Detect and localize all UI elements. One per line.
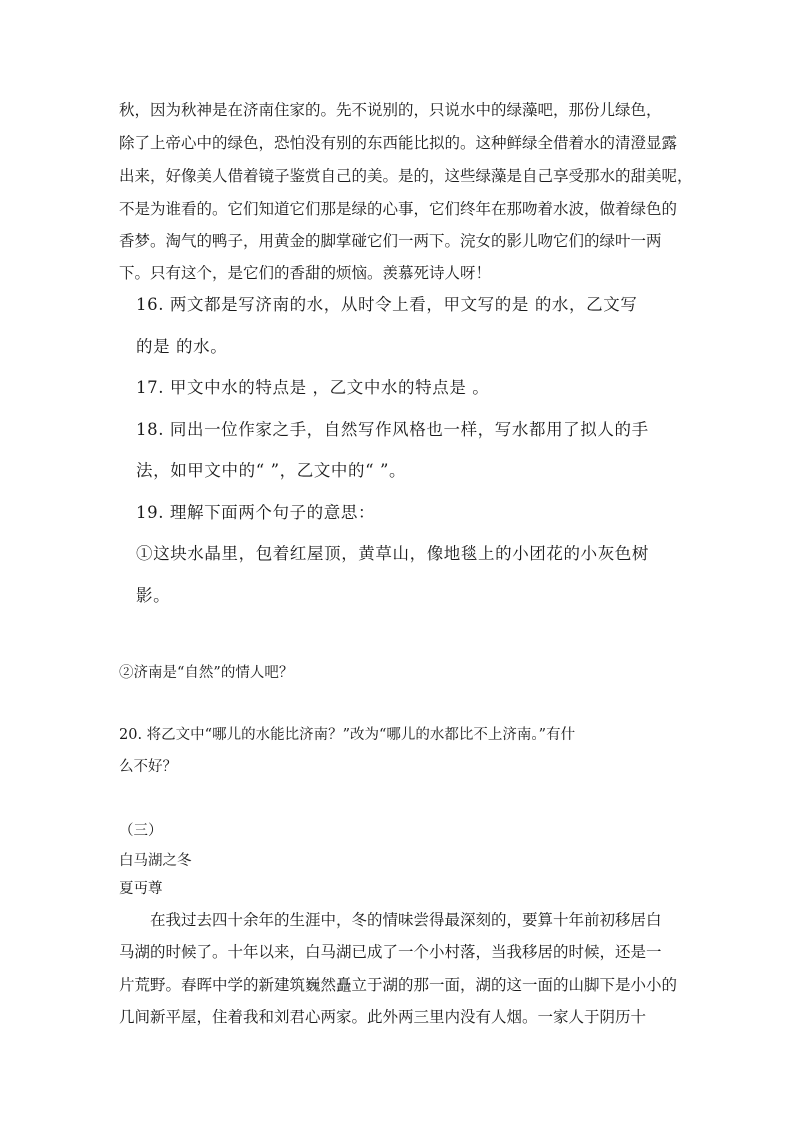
article-title: 白马湖之冬: [119, 853, 192, 869]
question-16-continued: 的是 的水。: [136, 337, 228, 356]
article-author: 夏丏尊: [119, 881, 163, 897]
question-20-continued: 么不好？: [119, 759, 177, 775]
passage-line: 除了上帝心中的绿色，恐怕没有别的东西能比拟的。这种鲜绿全借着水的清澄显露: [119, 134, 678, 152]
passage-line: 香梦。淘气的鸭子，用黄金的脚掌碰它们一两下。浣女的影儿吻它们的绿叶一两: [119, 232, 662, 250]
question-20: 20. 将乙文中“哪儿的水能比济南？”改为“哪儿的水都比不上济南。”有什: [119, 727, 576, 743]
question-17: 17. 甲文中水的特点是 ，乙文中水的特点是 。: [136, 378, 490, 397]
article-body-line: 几间新平屋，住着我和刘君心两家。此外两三里内没有人烟。一家人于阴历十: [119, 1008, 647, 1026]
question-18: 18. 同出一位作家之手，自然写作风格也一样，写水都用了拟人的手: [136, 420, 649, 439]
question-19-sentence-2: ②济南是“自然”的情人吧？: [119, 665, 294, 681]
question-19: 19. 理解下面两个句子的意思：: [136, 503, 376, 522]
question-19-sentence-1: ①这块水晶里，包着红屋顶，黄草山，像地毯上的小团花的小灰色树: [136, 544, 649, 563]
article-body-line: 在我过去四十余年的生涯中，冬的情味尝得最深刻的，要算十年前初移居白: [150, 911, 662, 929]
article-body-line: 马湖的时候了。十年以来，白马湖已成了一个小村落，当我移居的时候，还是一: [119, 943, 662, 961]
passage-line: 下。只有这个，是它们的香甜的烦恼。羡慕死诗人呀！: [119, 264, 492, 282]
question-18-continued: 法，如甲文中的“ ”，乙文中的“ ”。: [136, 461, 407, 480]
question-16: 16. 两文都是写济南的水，从时令上看，甲文写的是 的水，乙文写: [136, 295, 638, 314]
passage-line: 出来，好像美人借着镜子鉴赏自己的美。是的，这些绿藻是自己享受那水的甜美呢，: [119, 167, 693, 185]
passage-line: 不是为谁看的。它们知道它们那是绿的心事，它们终年在那吻着水波，做着绿色的: [119, 200, 678, 218]
article-body-line: 片荒野。春晖中学的新建筑巍然矗立于湖的那一面，湖的这一面的山脚下是小小的: [119, 976, 678, 994]
section-heading: （三）: [119, 823, 163, 839]
question-19-sentence-1-continued: 影。: [136, 586, 171, 605]
passage-line: 秋，因为秋神是在济南住家的。先不说别的，只说水中的绿藻吧，那份儿绿色，: [119, 101, 662, 119]
